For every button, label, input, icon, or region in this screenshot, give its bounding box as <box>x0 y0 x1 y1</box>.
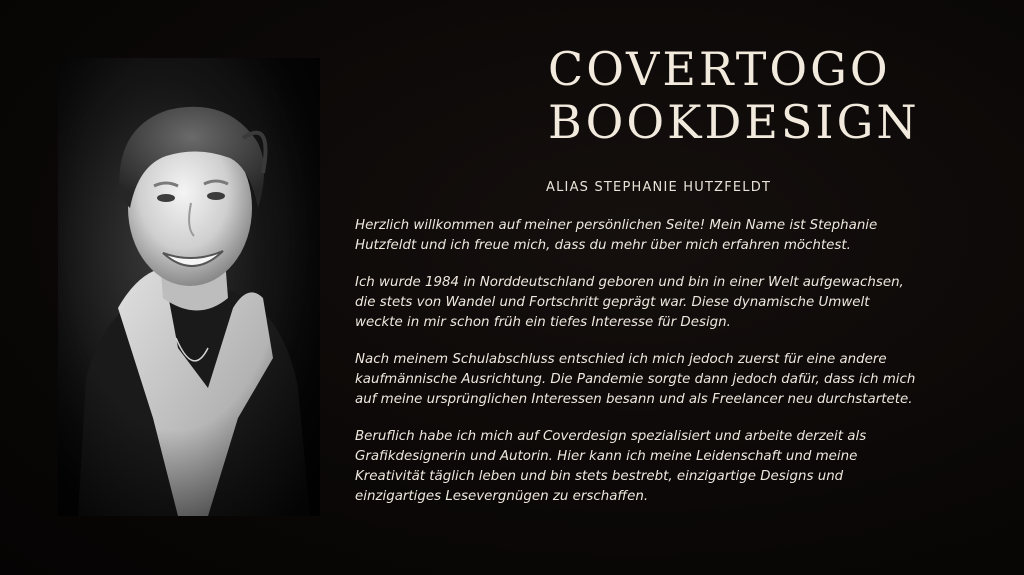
bio-paragraph-4 <box>355 427 995 507</box>
bio-line: kaufmännische Ausrichtung. Die Pandemie sorgte dann jedoch dafür, dass ich mich <box>355 372 916 387</box>
bio-line: Grafikdesignerin und Autorin. Hier kann ich meine Leidenschaft und meine <box>355 449 858 464</box>
portrait-photo <box>58 58 320 516</box>
bio-line: die stets von Wandel und Fortschritt geprägt war. Diese dynamische Umwelt <box>355 295 870 310</box>
brand-title-line-2: BOOKDESIGN <box>548 95 920 149</box>
alias-subtitle: ALIAS STEPHANIE HUTZFELDT <box>546 180 772 195</box>
bio-line: auf meine ursprünglichen Interessen besann und als Freelancer neu durchstartete. <box>355 392 913 407</box>
portrait-illustration <box>58 58 320 516</box>
bio-text <box>355 216 995 524</box>
bio-line: Beruflich habe ich mich auf Coverdesign spezialisiert und arbeite derzeit als <box>355 429 867 444</box>
bio-paragraph-3 <box>355 350 995 410</box>
bio-line: Herzlich willkommen auf meiner persönlichen Seite! Mein Name ist Stephanie <box>355 218 878 233</box>
bio-paragraph-2 <box>355 273 995 333</box>
bio-paragraph-1 <box>355 216 995 256</box>
bio-line: Ich wurde 1984 in Norddeutschland geboren und bin in einer Welt aufgewachsen, <box>355 275 904 290</box>
bio-line: Hutzfeldt und ich freue mich, dass du mehr über mich erfahren möchtest. <box>355 238 851 253</box>
brand-title-line-1: COVERTOGO <box>548 42 891 96</box>
bio-line: einzigartiges Lesevergnügen zu erschaffen. <box>355 489 649 504</box>
bio-line: weckte in mir schon früh ein tiefes Interesse für Design. <box>355 315 731 330</box>
bio-line: Kreativität täglich leben und bin stets bestrebt, einzigartige Designs und <box>355 469 844 484</box>
bio-line: Nach meinem Schulabschluss entschied ich mich jedoch zuerst für eine andere <box>355 352 887 367</box>
